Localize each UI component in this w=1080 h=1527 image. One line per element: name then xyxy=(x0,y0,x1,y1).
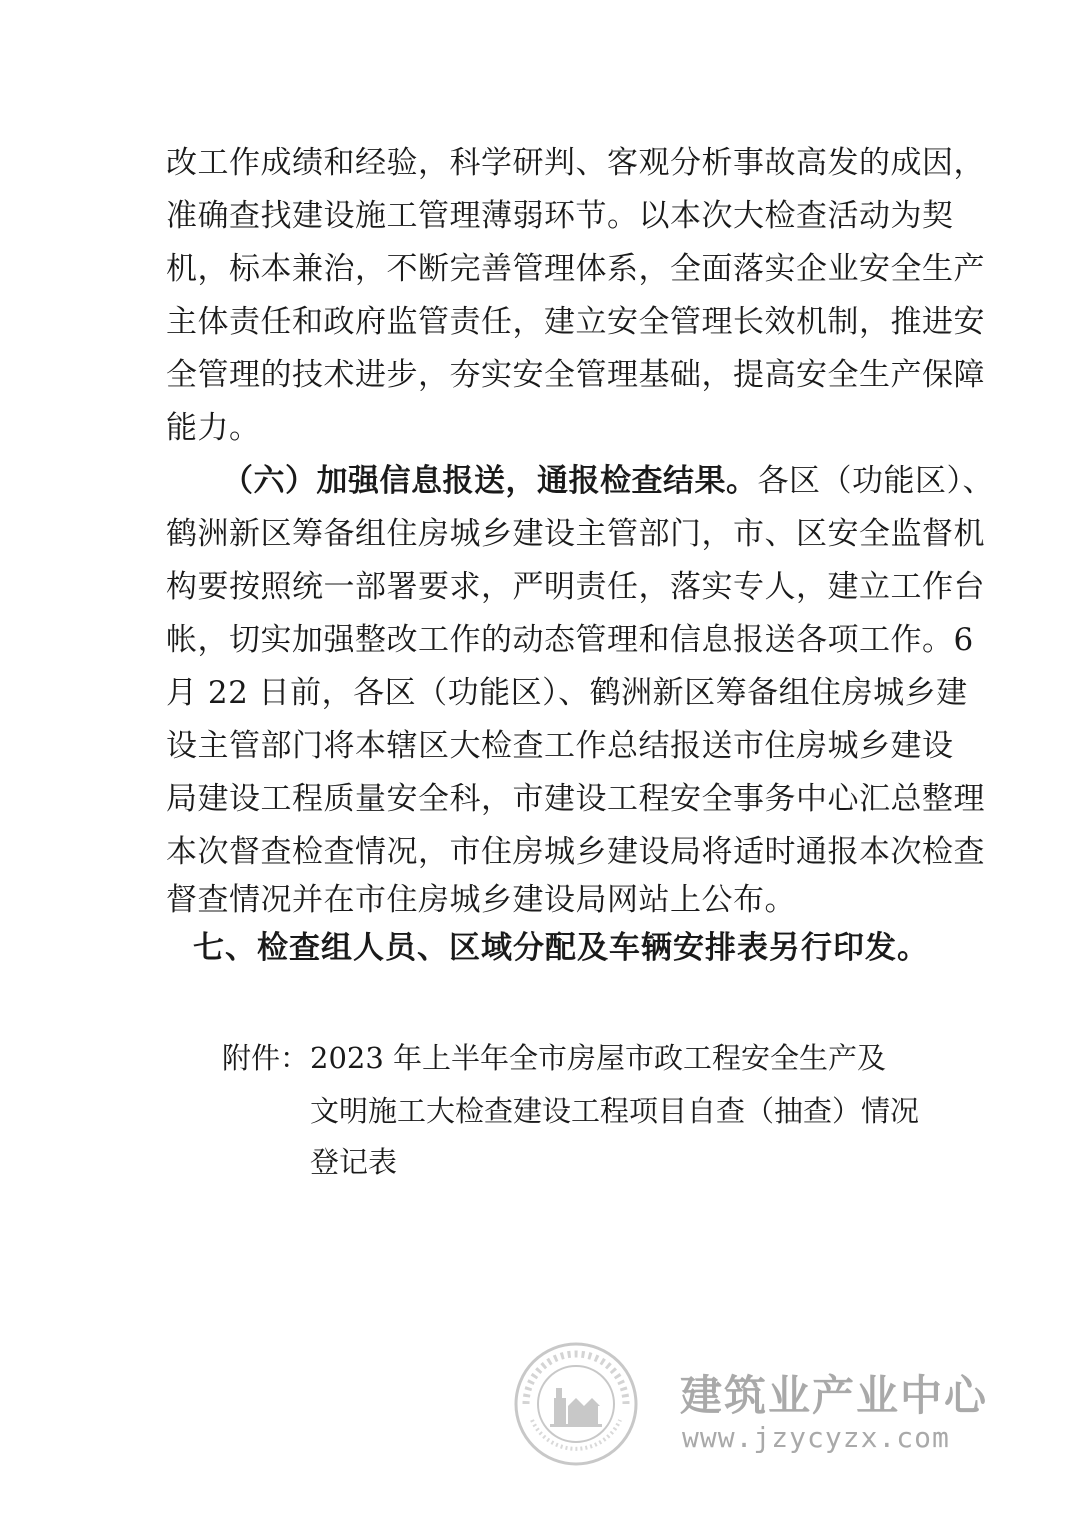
text-line xyxy=(222,461,994,501)
text-line: 构要按照统一部署要求，严明责任，落实专人，建立工作台 xyxy=(166,569,985,605)
text-line: 月 22 日前，各区（功能区）、鹤洲新区筹备组住房城乡建 xyxy=(166,675,968,711)
text-span: 各区（功能区）、 xyxy=(757,463,994,499)
attachment-line: 登记表 xyxy=(310,1145,398,1179)
watermark-url: www.jzycyzx.com xyxy=(682,1421,950,1454)
text-line: 全管理的技术进步，夯实安全管理基础，提高安全生产保障 xyxy=(166,357,985,393)
attachment-line: 2023 年上半年全市房屋市政工程安全生产及 xyxy=(310,1041,887,1075)
text-line: 局建设工程质量安全科，市建设工程安全事务中心汇总整理 xyxy=(166,781,985,817)
text-line: 准确查找建设施工管理薄弱环节。以本次大检查活动为契 xyxy=(166,198,954,234)
text-line: 主体责任和政府监管责任，建立安全管理长效机制，推进安 xyxy=(166,304,985,340)
attachment-label: 附件： xyxy=(222,1041,310,1075)
text-line: 设主管部门将本辖区大检查工作总结报送市住房城乡建设 xyxy=(166,728,954,764)
text-line: 改工作成绩和经验，科学研判、客观分析事故高发的成因， xyxy=(166,145,985,181)
text-line: 能力。 xyxy=(166,410,261,446)
text-line: 机，标本兼治，不断完善管理体系，全面落实企业安全生产 xyxy=(166,251,985,287)
section-heading-7: 七、检查组人员、区域分配及车辆安排表另行印发。 xyxy=(193,930,929,966)
text-line: 督查情况并在市住房城乡建设局网站上公布。 xyxy=(166,882,796,918)
seal-icon xyxy=(512,1340,640,1468)
text-line: 帐，切实加强整改工作的动态管理和信息报送各项工作。6 xyxy=(166,622,974,658)
watermark-title: 建筑业产业中心 xyxy=(680,1371,989,1420)
section-heading-6: （六）加强信息报送，通报检查结果。 xyxy=(222,463,758,499)
attachment-line: 文明施工大检查建设工程项目自查（抽查）情况 xyxy=(310,1094,920,1128)
text-line: 本次督查检查情况，市住房城乡建设局将适时通报本次检查 xyxy=(166,834,985,870)
text-line: 鹤洲新区筹备组住房城乡建设主管部门，市、区安全监督机 xyxy=(166,516,985,552)
